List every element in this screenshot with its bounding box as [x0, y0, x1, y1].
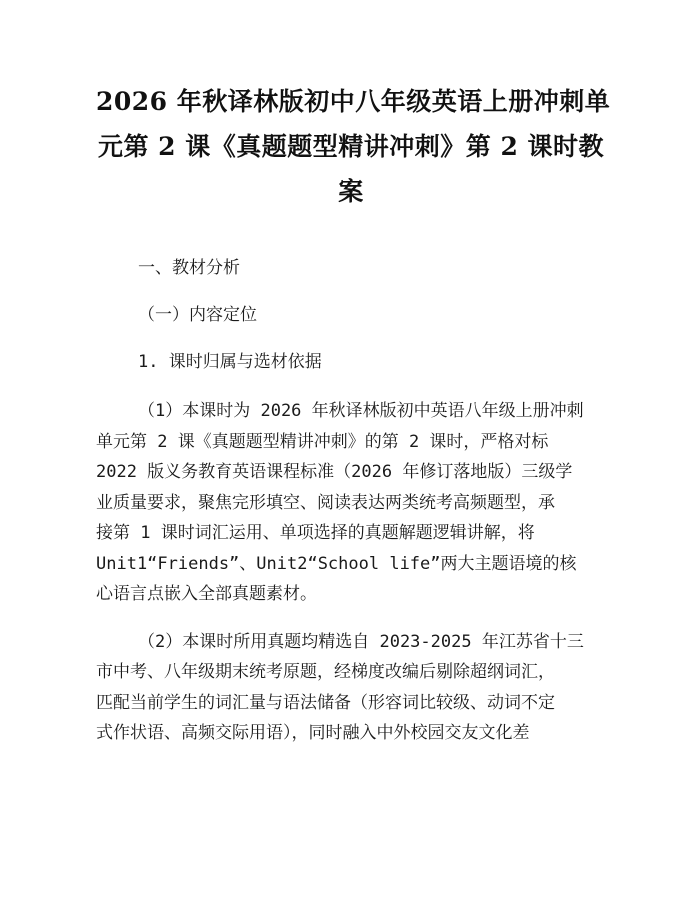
document-title — [96, 0, 611, 214]
paragraph-line: 市中考、八年级期末统考原题，经梯度改编后剔除超纲词汇， — [96, 662, 555, 682]
paragraph-line: Unit1“Friends”、Unit2“School life”两大主题语境的核 — [96, 553, 577, 574]
paragraph-2 — [96, 627, 606, 749]
paragraph-line: 匹配当前学生的词汇量与语法储备（形容词比较级、动词不定 — [96, 692, 555, 713]
section-heading: 一、教材分析 — [138, 258, 240, 278]
paragraph-line: （1）本课时为 2026 年秋译林版初中英语八年级上册冲刺 — [138, 401, 584, 421]
item-heading: 1. 课时归属与选材依据 — [138, 352, 322, 372]
title-line: 2026 年秋译林版初中八年级英语上册冲刺单 — [96, 87, 611, 116]
paragraph-line: 2022 版义务教育英语课程标准（2026 年修订落地版）三级学 — [96, 462, 573, 482]
paragraph-line: 单元第 2 课《真题题型精讲冲刺》的第 2 课时，严格对标 — [96, 431, 549, 452]
title-line: 元第 2 课《真题题型精讲冲刺》第 2 课时教 — [97, 132, 605, 161]
paragraph-line: 心语言点嵌入全部真题素材。 — [96, 584, 317, 604]
paragraph-line: 接第 1 课时词汇运用、单项选择的真题解题逻辑讲解，将 — [96, 523, 535, 543]
paragraph-line: 业质量要求，聚焦完形填空、阅读表达两类统考高频题型，承 — [96, 492, 555, 513]
paragraph-line: （2）本课时所用真题均精选自 2023-2025 年江苏省十三 — [138, 631, 584, 652]
title-line: 案 — [338, 177, 364, 206]
subsection-heading: （一）内容定位 — [138, 305, 257, 325]
paragraph-1 — [96, 396, 606, 610]
paragraph-line: 式作状语、高频交际用语），同时融入中外校园交友文化差 — [96, 723, 530, 743]
document-body — [96, 256, 606, 749]
